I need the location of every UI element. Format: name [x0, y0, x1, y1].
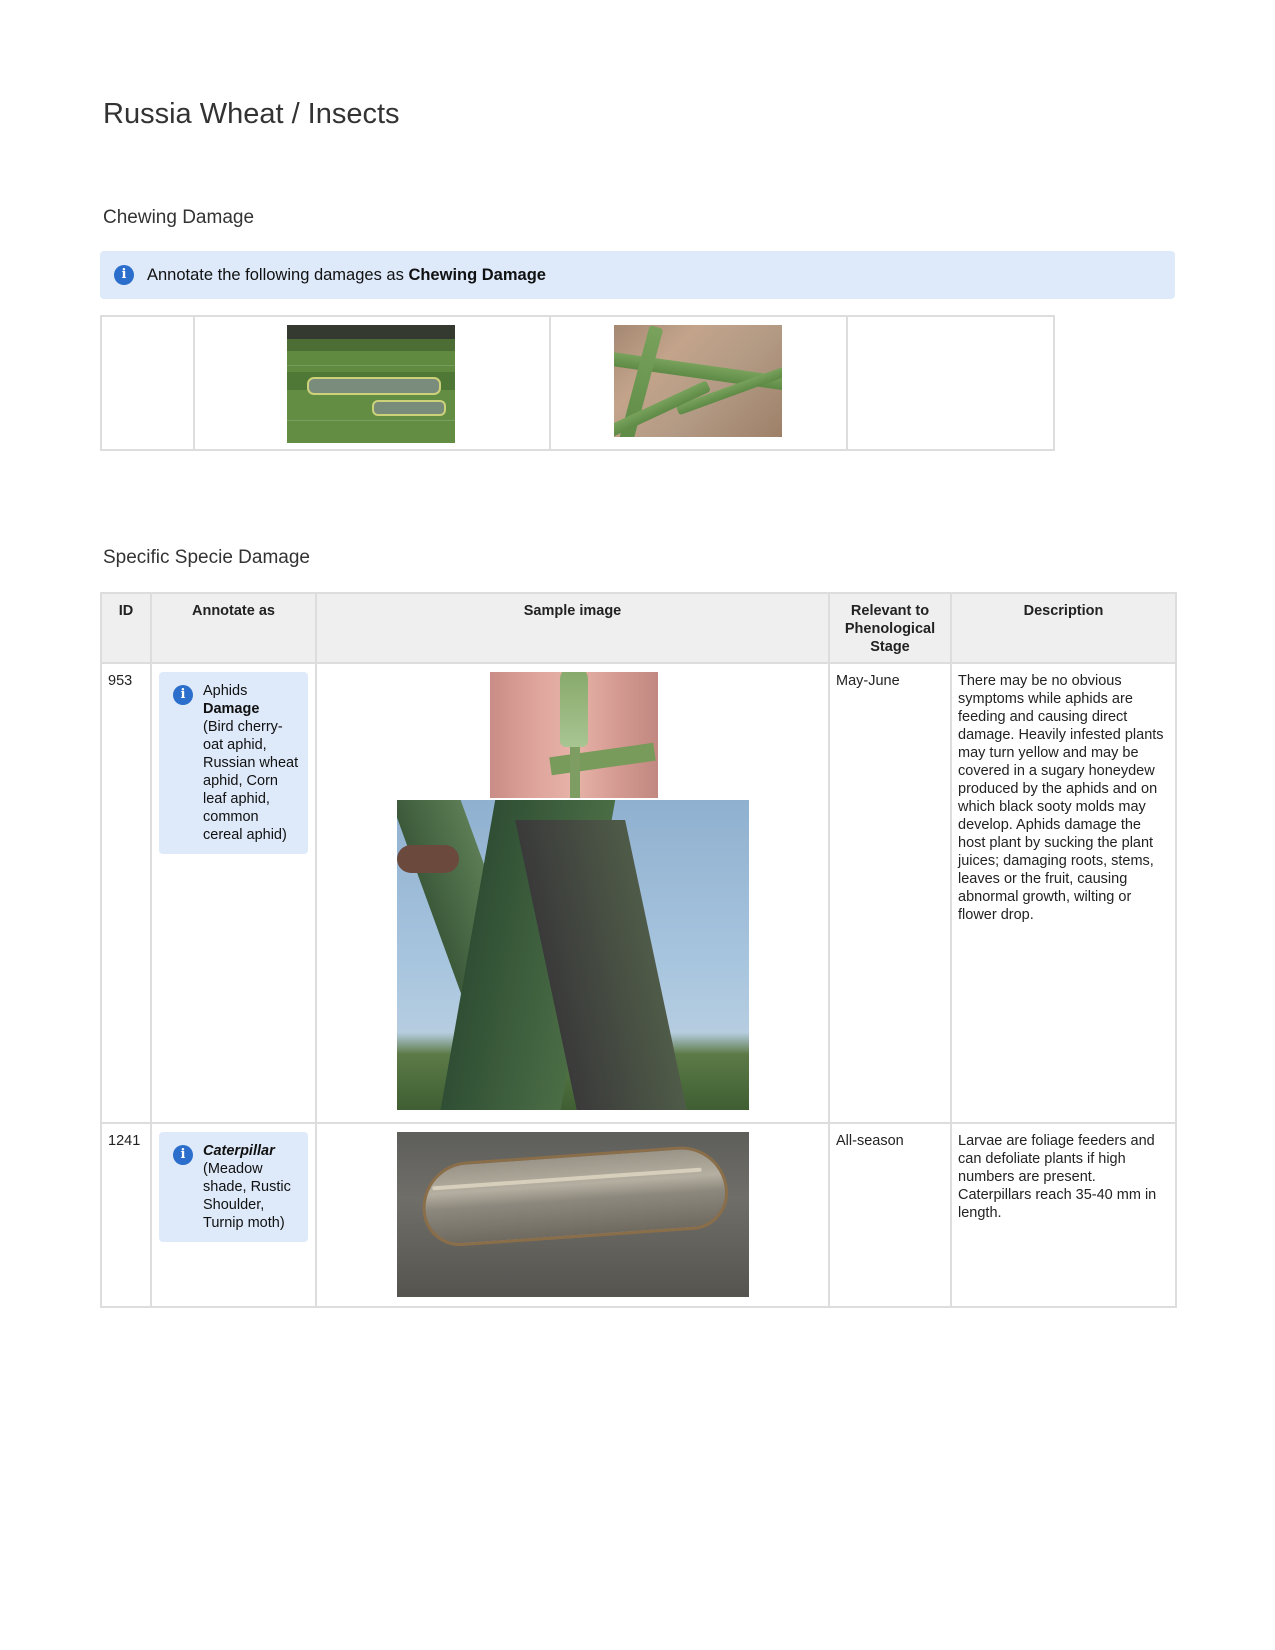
page-title: Russia Wheat / Insects — [103, 98, 400, 130]
header-id: ID — [101, 593, 151, 663]
row-stage: All-season — [829, 1123, 951, 1307]
row-stage: May-June — [829, 663, 951, 1123]
header-stage: Relevant to Phenological Stage — [829, 593, 951, 663]
chewing-cell-empty-2 — [847, 316, 1054, 450]
annotate-label-bold-italic: Caterpillar — [203, 1143, 275, 1159]
chewing-cell-empty-1 — [101, 316, 194, 450]
annotate-text — [203, 1142, 300, 1232]
chewing-info-bold: Chewing Damage — [408, 265, 546, 284]
annotate-label: Aphids — [203, 683, 248, 699]
annotate-info-box — [159, 1132, 308, 1242]
annotate-detail: (Bird cherry-oat aphid, Russian wheat aphid, Corn leaf aphid, common cereal aphid) — [203, 719, 299, 843]
chewing-info-text — [147, 266, 546, 285]
row-description: Larvae are foliage feeders and can defoliate plants if high numbers are present. Caterpillars reach 35-40 mm in length. — [951, 1123, 1176, 1307]
table-row — [101, 1123, 1176, 1307]
table-row — [101, 663, 1176, 1123]
header-sample: Sample image — [316, 593, 829, 663]
row-id: 953 — [101, 663, 151, 1123]
header-description: Description — [951, 593, 1176, 663]
row-description: There may be no obvious symptoms while aphids are feeding and causing direct damage. Heavily infested plants may turn yellow and may be covered in a sugary honeydew produced by the aphids and on which black sooty molds may develop. Aphids damage the host plant by sucking the plant juices; damaging roots, stems, leaves or the fruit, causing abnormal growth, wilting or flower drop. — [951, 663, 1176, 1123]
chewing-info-prefix: Annotate the following damages as — [147, 265, 404, 284]
annotate-detail: (Meadow shade, Rustic Shoulder, Turnip moth) — [203, 1161, 291, 1231]
chewing-damage-image-1 — [287, 325, 455, 443]
aphid-sample-image-2 — [397, 800, 749, 1110]
info-icon: i — [173, 1145, 193, 1165]
caterpillar-sample-image — [397, 1132, 749, 1297]
annotate-label-bold: Damage — [203, 701, 260, 717]
aphid-sample-image-1 — [490, 672, 658, 798]
row-sample — [316, 1123, 829, 1307]
species-damage-table — [100, 592, 1177, 1308]
info-icon: i — [173, 685, 193, 705]
row-id: 1241 — [101, 1123, 151, 1307]
chewing-info-panel — [100, 251, 1175, 299]
section-title-chewing: Chewing Damage — [103, 207, 255, 228]
chewing-image-table — [100, 315, 1055, 451]
row-sample — [316, 663, 829, 1123]
annotate-text — [203, 682, 300, 844]
chewing-damage-image-2 — [614, 325, 782, 437]
chewing-cell-image-1 — [194, 316, 550, 450]
chewing-cell-image-2 — [550, 316, 847, 450]
section-title-specific: Specific Specie Damage — [103, 547, 310, 568]
row-annotate — [151, 1123, 316, 1307]
info-icon: i — [114, 265, 134, 285]
header-annotate: Annotate as — [151, 593, 316, 663]
row-annotate — [151, 663, 316, 1123]
annotate-info-box — [159, 672, 308, 854]
